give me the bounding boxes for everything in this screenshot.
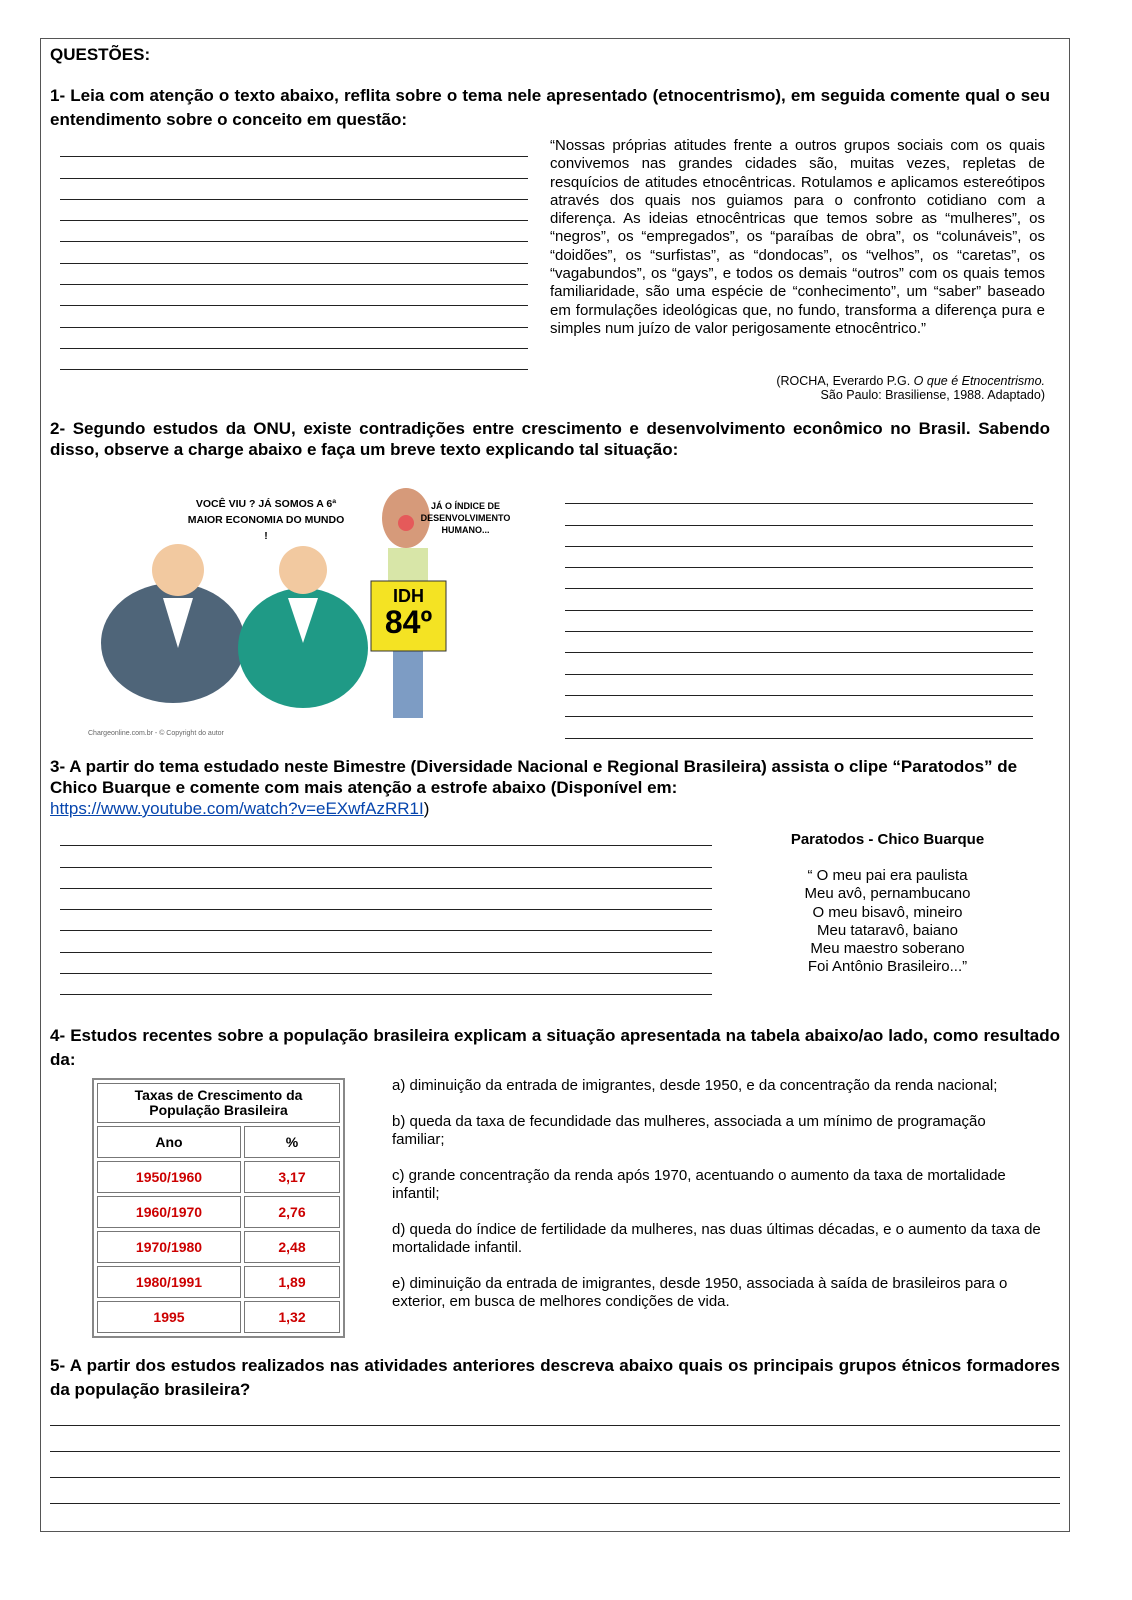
cartoon-credit: Chargeonline.com.br - © Copyright do autor (88, 730, 224, 737)
answer-lines-3[interactable] (60, 825, 712, 995)
table-title: Taxas de Crescimento da População Brasileira (97, 1083, 340, 1123)
option-c[interactable]: c) grande concentração da renda após 1970, acentuando o aumento da taxa de mortalidade infantil; (392, 1167, 1006, 1202)
option-e[interactable]: e) diminuição da entrada de imigrantes, desde 1950, associada à saída de brasileiros para o exterior, em busca de melhores condições de vida. (392, 1275, 1008, 1310)
option-b[interactable]: b) queda da taxa de fecundidade das mulheres, associada a um mínimo de programação familiar; (392, 1113, 986, 1148)
question-1-prompt: 1- Leia com atenção o texto abaixo, reflita sobre o tema nele apresentado (etnocentrismo), em seguida comente qual o seu entendimento sobre o conceito em questão: (50, 86, 1050, 129)
poem-stanza: “ O meu pai era paulista Meu avô, pernambucano O meu bisavô, mineiro Meu tataravô, baiano Meu maestro soberano Foi Antônio Brasileiro...” (804, 867, 971, 976)
answer-options (392, 1077, 1042, 1329)
speech-bubble-idh: JÁ O ÍNDICE DE DESENVOLVIMENTO HUMANO... (420, 501, 511, 535)
etnocentrismo-quote: “Nossas próprias atitudes frente a outros grupos sociais com os quais convivemos nas grandes cidades são, muitas vezes, repletas de resquícios de atitudes etnocêntricas. Rotulamos e aplicamos estereótipos através dos quais nos guiamos para o confronto cotidiano com a diferença. As ideias etnocêntricas que temos sobre as “mulheres”, os “negros”, os “empregados”, os “paraíbas de obra”, os “colunáveis”, os “doidões”, os “surfistas”, as “dondocas”, os “velhos”, os “caretas”, os “vagabundos”, os “gays”, e todos os demais “outros” com os quais temos familiaridade, são uma espécie de “conhecimento”, um “saber” baseado em formulações ideológicas que, no fundo, transforma a diferença pura e simples num juízo de valor perigosamente etnocêntrico.” (550, 137, 1045, 337)
poem-title: Paratodos - Chico Buarque (790, 831, 985, 848)
question-4-prompt: 4- Estudos recentes sobre a população brasileira explicam a situação apresentada na tabela abaixo/ao lado, como resultado da: (50, 1026, 1060, 1069)
quote-citation: (ROCHA, Everardo P.G. O que é Etnocentrismo. São Paulo: Brasiliense, 1988. Adaptado) (776, 374, 1045, 402)
option-a[interactable]: a) diminuição da entrada de imigrantes, desde 1950, e da concentração da renda nacional; (392, 1077, 998, 1094)
option-d[interactable]: d) queda do índice de fertilidade da mulheres, nas duas últimas décadas, e o aumento da taxa de mortalidade infantil. (392, 1221, 1041, 1256)
sign-idh-label: IDH (393, 586, 424, 606)
question-3-prompt: 3- A partir do tema estudado neste Bimestre (Diversidade Nacional e Regional Brasileira) assista o clipe “Paratodos” de Chico Buarque e comente com mais atenção a estrofe abaixo (Disponível em: https://www.youtube.com/watch?v=eEXwfAzRR1I) (50, 757, 1018, 818)
speech-bubble-economy: VOCÊ VIU ? JÁ SOMOS A 6ª MAIOR ECONOMIA DO MUNDO ! (187, 498, 345, 542)
header-ano: Ano (97, 1126, 241, 1158)
table-row: 1995 1,32 (97, 1301, 340, 1333)
question-2-prompt: 2- Segundo estudos da ONU, existe contradições entre crescimento e desenvolvimento econômico no Brasil. Sabendo disso, observe a charge abaixo e faça um breve texto explicando tal situação: (50, 419, 1050, 459)
growth-rate-table (92, 1078, 345, 1338)
heading: QUESTÕES: (50, 45, 151, 64)
cartoon-idh (88, 478, 528, 743)
sign-idh-rank: 84º (384, 604, 433, 640)
question-5-prompt: 5- A partir dos estudos realizados nas atividades anteriores descreva abaixo quais os principais grupos étnicos formadores da população brasileira? (50, 1356, 1060, 1399)
table-row: 1970/1980 2,48 (97, 1231, 340, 1263)
header-percent: % (244, 1126, 340, 1158)
table-row: 1950/1960 3,17 (97, 1161, 340, 1193)
answer-lines-1[interactable] (60, 136, 528, 370)
table-row: 1960/1970 2,76 (97, 1196, 340, 1228)
answer-lines-5[interactable] (50, 1403, 1060, 1504)
answer-lines-2[interactable] (565, 483, 1033, 739)
table-row: 1980/1991 1,89 (97, 1266, 340, 1298)
youtube-link[interactable]: https://www.youtube.com/watch?v=eEXwfAzRR1I (50, 799, 424, 818)
